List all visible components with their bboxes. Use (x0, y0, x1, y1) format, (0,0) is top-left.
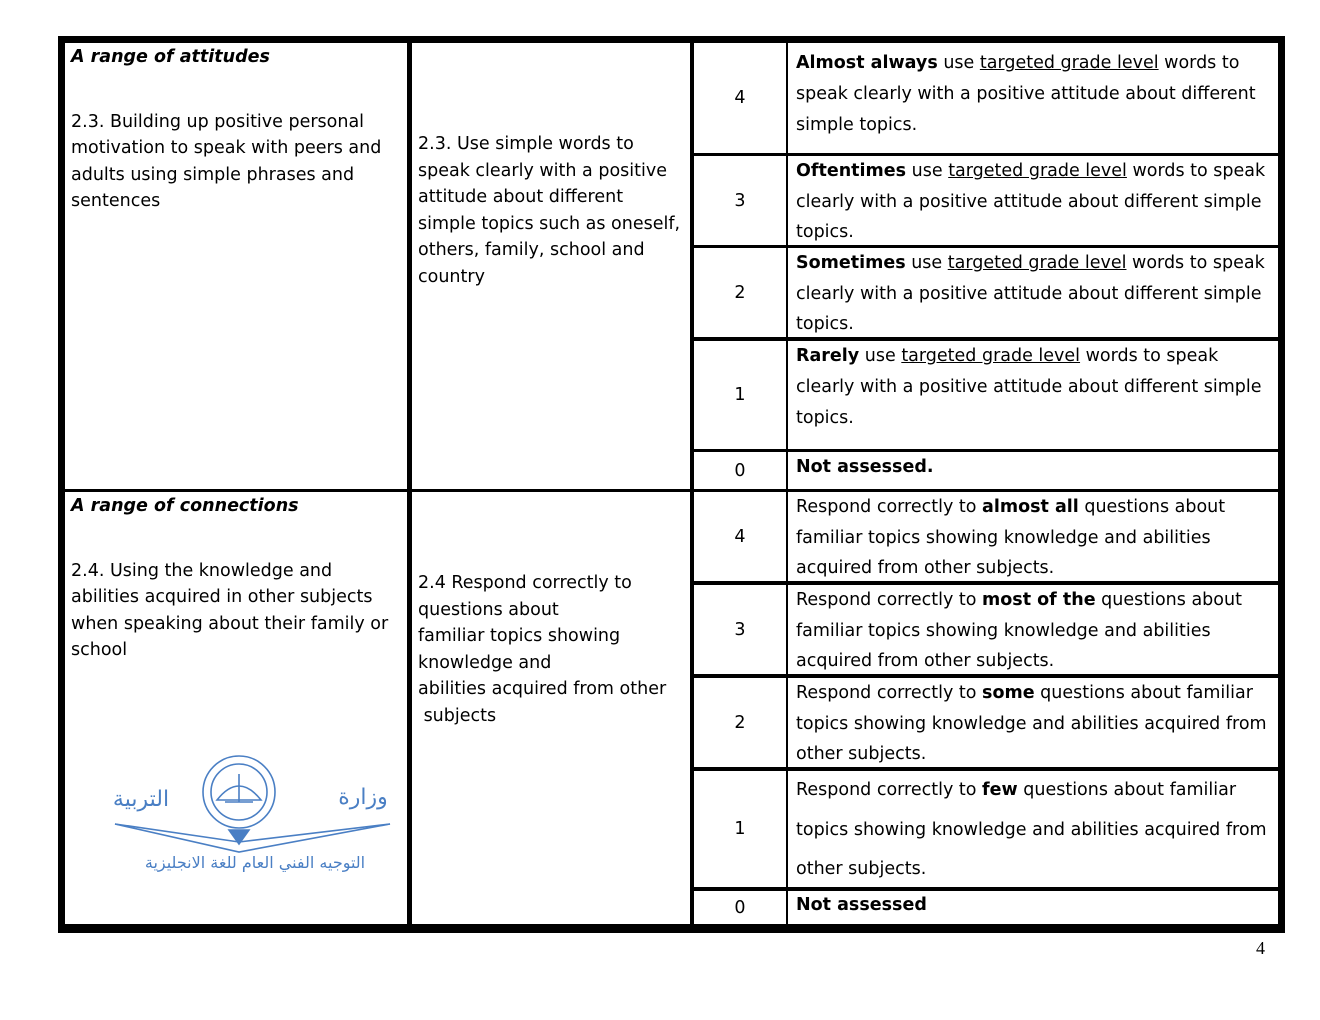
indicator-line: 2.4 Respond correctly to questions about (418, 573, 632, 620)
grade-level-term: targeted grade level (901, 346, 1081, 366)
descriptor-cell (788, 585, 1278, 674)
frequency-term: Rarely (796, 346, 860, 366)
descriptor-text: use (937, 53, 980, 73)
score: 2 (734, 712, 746, 733)
score-cell (694, 891, 786, 924)
indicator-cell-attitudes (412, 43, 690, 489)
descriptor-text: Respond correctly to (796, 683, 983, 703)
score: 1 (734, 385, 746, 405)
descriptor-text: questions about familiar topics showing knowledge and abilities acquired from other subjects. (796, 683, 1267, 764)
descriptor-cell (788, 678, 1278, 767)
descriptor-text: words to speak clearly with a positive attitude about different simple topics. (796, 346, 1262, 428)
score: 2 (734, 282, 746, 303)
indicator-cell-connections (412, 492, 690, 924)
grade-level-term: targeted grade level (979, 53, 1159, 73)
logo-text-left: التربية (112, 787, 170, 812)
descriptor-text: use (859, 346, 902, 366)
descriptor-text: words to speak clearly with a positive attitude about different simple topics. (796, 161, 1266, 242)
descriptor-text: questions about familiar topics showing knowledge and abilities acquired from other subjects. (796, 780, 1267, 879)
frequency-term: Sometimes (796, 253, 906, 273)
descriptor-text: Respond correctly to (796, 497, 983, 517)
section-heading: A range of connections (71, 496, 299, 516)
logo-caption: التوجيه الفني العام للغة الانجليزية (144, 853, 366, 872)
descriptor-text: use (906, 161, 949, 181)
descriptor-cell (788, 341, 1278, 449)
descriptor-text: use (905, 253, 948, 273)
score: 1 (734, 819, 746, 839)
grade-level-term: targeted grade level (947, 253, 1127, 273)
not-assessed-label: Not assessed (796, 895, 927, 915)
standard-cell-attitudes (65, 43, 407, 489)
score: 3 (734, 619, 746, 640)
score-cell (694, 492, 786, 581)
page-number: 4 (1256, 938, 1265, 958)
indicator-line: abilities acquired from other (418, 679, 667, 699)
ministry-logo (105, 752, 405, 877)
section-heading: A range of attitudes (71, 47, 270, 67)
quantity-term: some (982, 683, 1035, 703)
frequency-term: Oftentimes (796, 161, 907, 181)
descriptor-cell (788, 43, 1278, 153)
descriptor-cell (788, 248, 1278, 337)
score-cell (694, 248, 786, 337)
quantity-term: few (982, 780, 1018, 800)
descriptor-text: words to speak clearly with a positive attitude about different simple topics. (796, 253, 1265, 334)
score-cell (694, 341, 786, 449)
logo-text-right: وزارة (338, 785, 388, 810)
score-cell (694, 771, 786, 887)
descriptor-cell (788, 771, 1278, 887)
descriptor-text: questions about familiar topics showing knowledge and abilities acquired from other subjects. (796, 590, 1242, 671)
quantity-term: most of the (982, 590, 1096, 610)
descriptor-cell (788, 492, 1278, 581)
descriptor-text: Respond correctly to (796, 590, 983, 610)
descriptor-cell (788, 891, 1278, 924)
not-assessed-label: Not assessed. (796, 457, 934, 477)
standard-text: 2.4. Using the knowledge and abilities acquired in other subjects when speaking about their family or school (71, 560, 389, 660)
frequency-term: Almost always (796, 53, 938, 73)
score: 3 (734, 190, 746, 211)
score-cell (694, 678, 786, 767)
score-cell (694, 43, 786, 153)
descriptor-text: words to speak clearly with a positive attitude about different simple topics. (796, 53, 1256, 135)
score-cell (694, 585, 786, 674)
descriptor-text: questions about familiar topics showing knowledge and abilities acquired from other subjects. (796, 497, 1226, 578)
score: 4 (734, 526, 746, 547)
descriptor-cell (788, 452, 1278, 489)
indicator-line: familiar topics showing knowledge and (418, 626, 621, 673)
score-cell (694, 452, 786, 489)
grade-level-term: targeted grade level (948, 161, 1127, 181)
score: 4 (734, 88, 746, 108)
score: 0 (734, 897, 746, 918)
descriptor-cell (788, 156, 1278, 245)
quantity-term: almost all (982, 497, 1079, 517)
indicator-line: subjects (418, 705, 497, 726)
standard-text: 2.3. Building up positive personal motivation to speak with peers and adults using simple phrases and sentences (71, 111, 382, 211)
score-cell (694, 156, 786, 245)
descriptor-text: Respond correctly to (796, 780, 983, 800)
score: 0 (734, 460, 746, 481)
indicator-text: 2.3. Use simple words to speak clearly with a positive attitude about different simple topics such as oneself, others, family, school and country (418, 134, 681, 287)
